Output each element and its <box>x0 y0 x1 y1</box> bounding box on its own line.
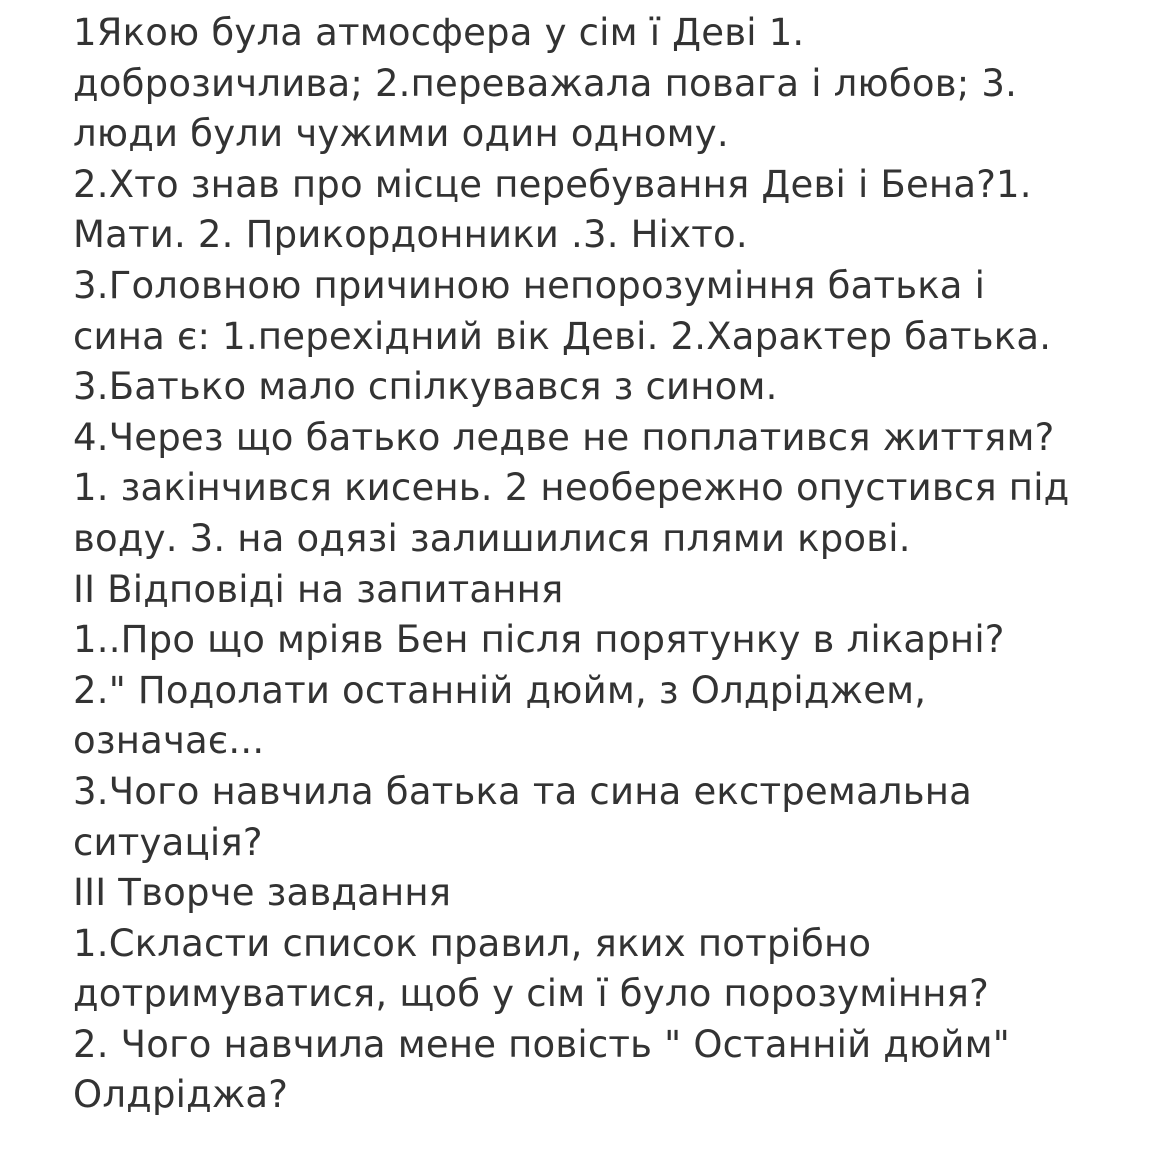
text-line: 2. Чого навчила мене повість " Останній дюйм" <box>73 1022 1010 1066</box>
text-line: 3.Батько мало спілкувався з сином. <box>73 365 778 409</box>
text-line: 3.Головною причиною непорозуміння батька і <box>73 263 986 307</box>
text-line: Олдріджа? <box>73 1073 289 1117</box>
text-line: люди були чужими один одному. <box>73 112 729 156</box>
text-line: 1Якою була атмосфера у сім ї Деві 1. <box>73 11 805 54</box>
note-text <box>73 8 1153 1121</box>
text-line: сина є: 1.перехідний вік Деві. 2.Характер батька. <box>73 314 1052 358</box>
text-line: 1. закінчився кисень. 2 необережно опустився під <box>73 466 1070 510</box>
text-line: воду. 3. на одязі залишилися плями крові. <box>73 516 911 560</box>
text-line: доброзичлива; 2.переважала повага і любов; 3. <box>73 61 1018 105</box>
text-line: 2.Хто знав про місце перебування Деві і Бена?1. <box>73 162 1032 206</box>
text-line: 2." Подолати останній дюйм, з Олдріджем, <box>73 668 927 712</box>
text-line: означає... <box>73 719 265 763</box>
text-line: ситуація? <box>73 820 263 864</box>
text-line: дотримуватися, щоб у сім ї було порозуміння? <box>73 972 989 1016</box>
text-line: 3.Чого навчила батька та сина екстремальна <box>73 769 973 813</box>
section-heading: ІІІ Творче завдання <box>73 871 452 915</box>
text-line: 1.Скласти список правил, яких потрібно <box>73 921 872 965</box>
text-line: 1..Про що мріяв Бен після порятунку в лікарні? <box>73 618 1005 662</box>
section-heading: ІІ Відповіді на запитання <box>73 567 564 611</box>
text-line: Мати. 2. Прикордонники .3. Ніхто. <box>73 213 748 257</box>
text-line: 4.Через що батько ледве не поплатився життям? <box>73 415 1055 459</box>
